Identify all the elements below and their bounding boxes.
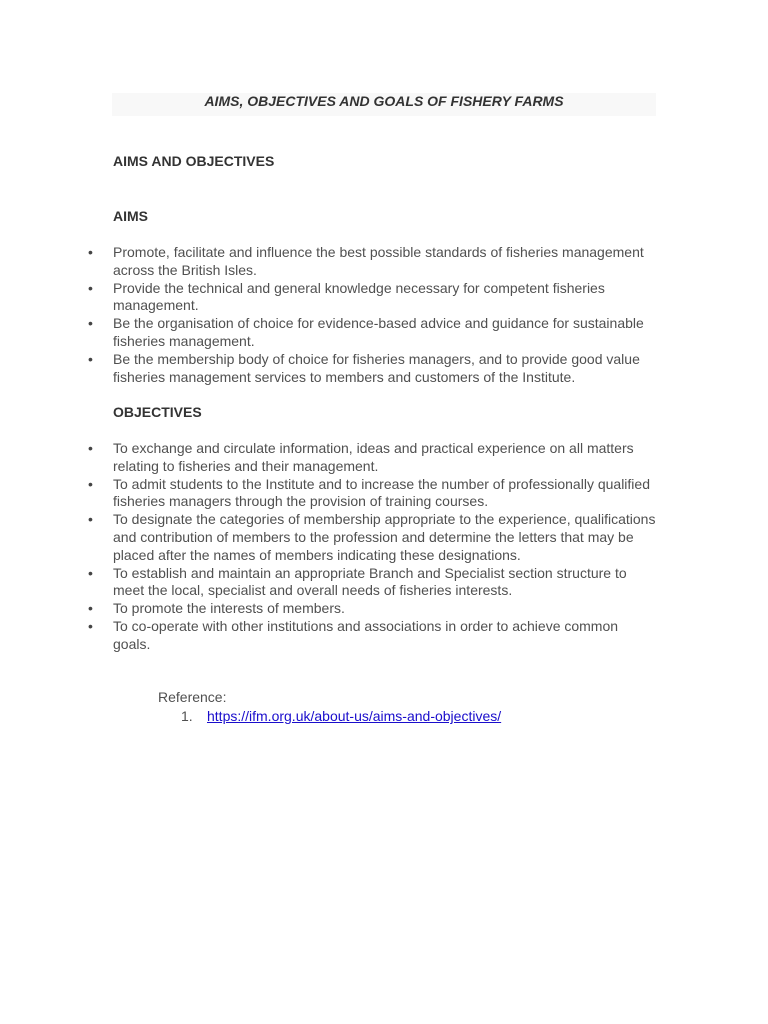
reference-number: 1.	[181, 708, 193, 724]
aims-list	[0, 244, 658, 386]
list-item: • To co-operate with other institutions and associations in order to achieve common goals.	[0, 618, 658, 654]
list-item: • To exchange and circulate information, ideas and practical experience on all matters relating to fisheries and their management.	[0, 440, 658, 476]
reference-label: Reference:	[158, 689, 227, 705]
list-item: • To designate the categories of membership appropriate to the experience, qualifications and contribution of members to the profession and determine the letters that may be placed after the names of members indicating these designations.	[0, 511, 658, 564]
objectives-list	[0, 440, 658, 654]
list-item: • To establish and maintain an appropriate Branch and Specialist section structure to meet the local, specialist and overall needs of fisheries interests.	[0, 565, 658, 601]
list-item: • To admit students to the Institute and to increase the number of professionally qualified fisheries managers through the provision of training courses.	[0, 476, 658, 512]
list-item: • To promote the interests of members.	[0, 600, 658, 618]
list-item: • Be the membership body of choice for fisheries managers, and to provide good value fisheries management services to members and customers of the Institute.	[0, 351, 658, 387]
objectives-heading: OBJECTIVES	[113, 404, 202, 420]
document-title: AIMS, OBJECTIVES AND GOALS OF FISHERY FARMS	[204, 93, 564, 109]
list-item: • Be the organisation of choice for evidence-based advice and guidance for sustainable fisheries management.	[0, 315, 658, 351]
section-heading: AIMS AND OBJECTIVES	[113, 153, 275, 169]
reference-link[interactable]: https://ifm.org.uk/about-us/aims-and-objectives/	[207, 708, 502, 724]
list-item: • Provide the technical and general knowledge necessary for competent fisheries management.	[0, 280, 658, 316]
list-item: • Promote, facilitate and influence the best possible standards of fisheries management across the British Isles.	[0, 244, 658, 280]
aims-heading: AIMS	[113, 208, 148, 224]
